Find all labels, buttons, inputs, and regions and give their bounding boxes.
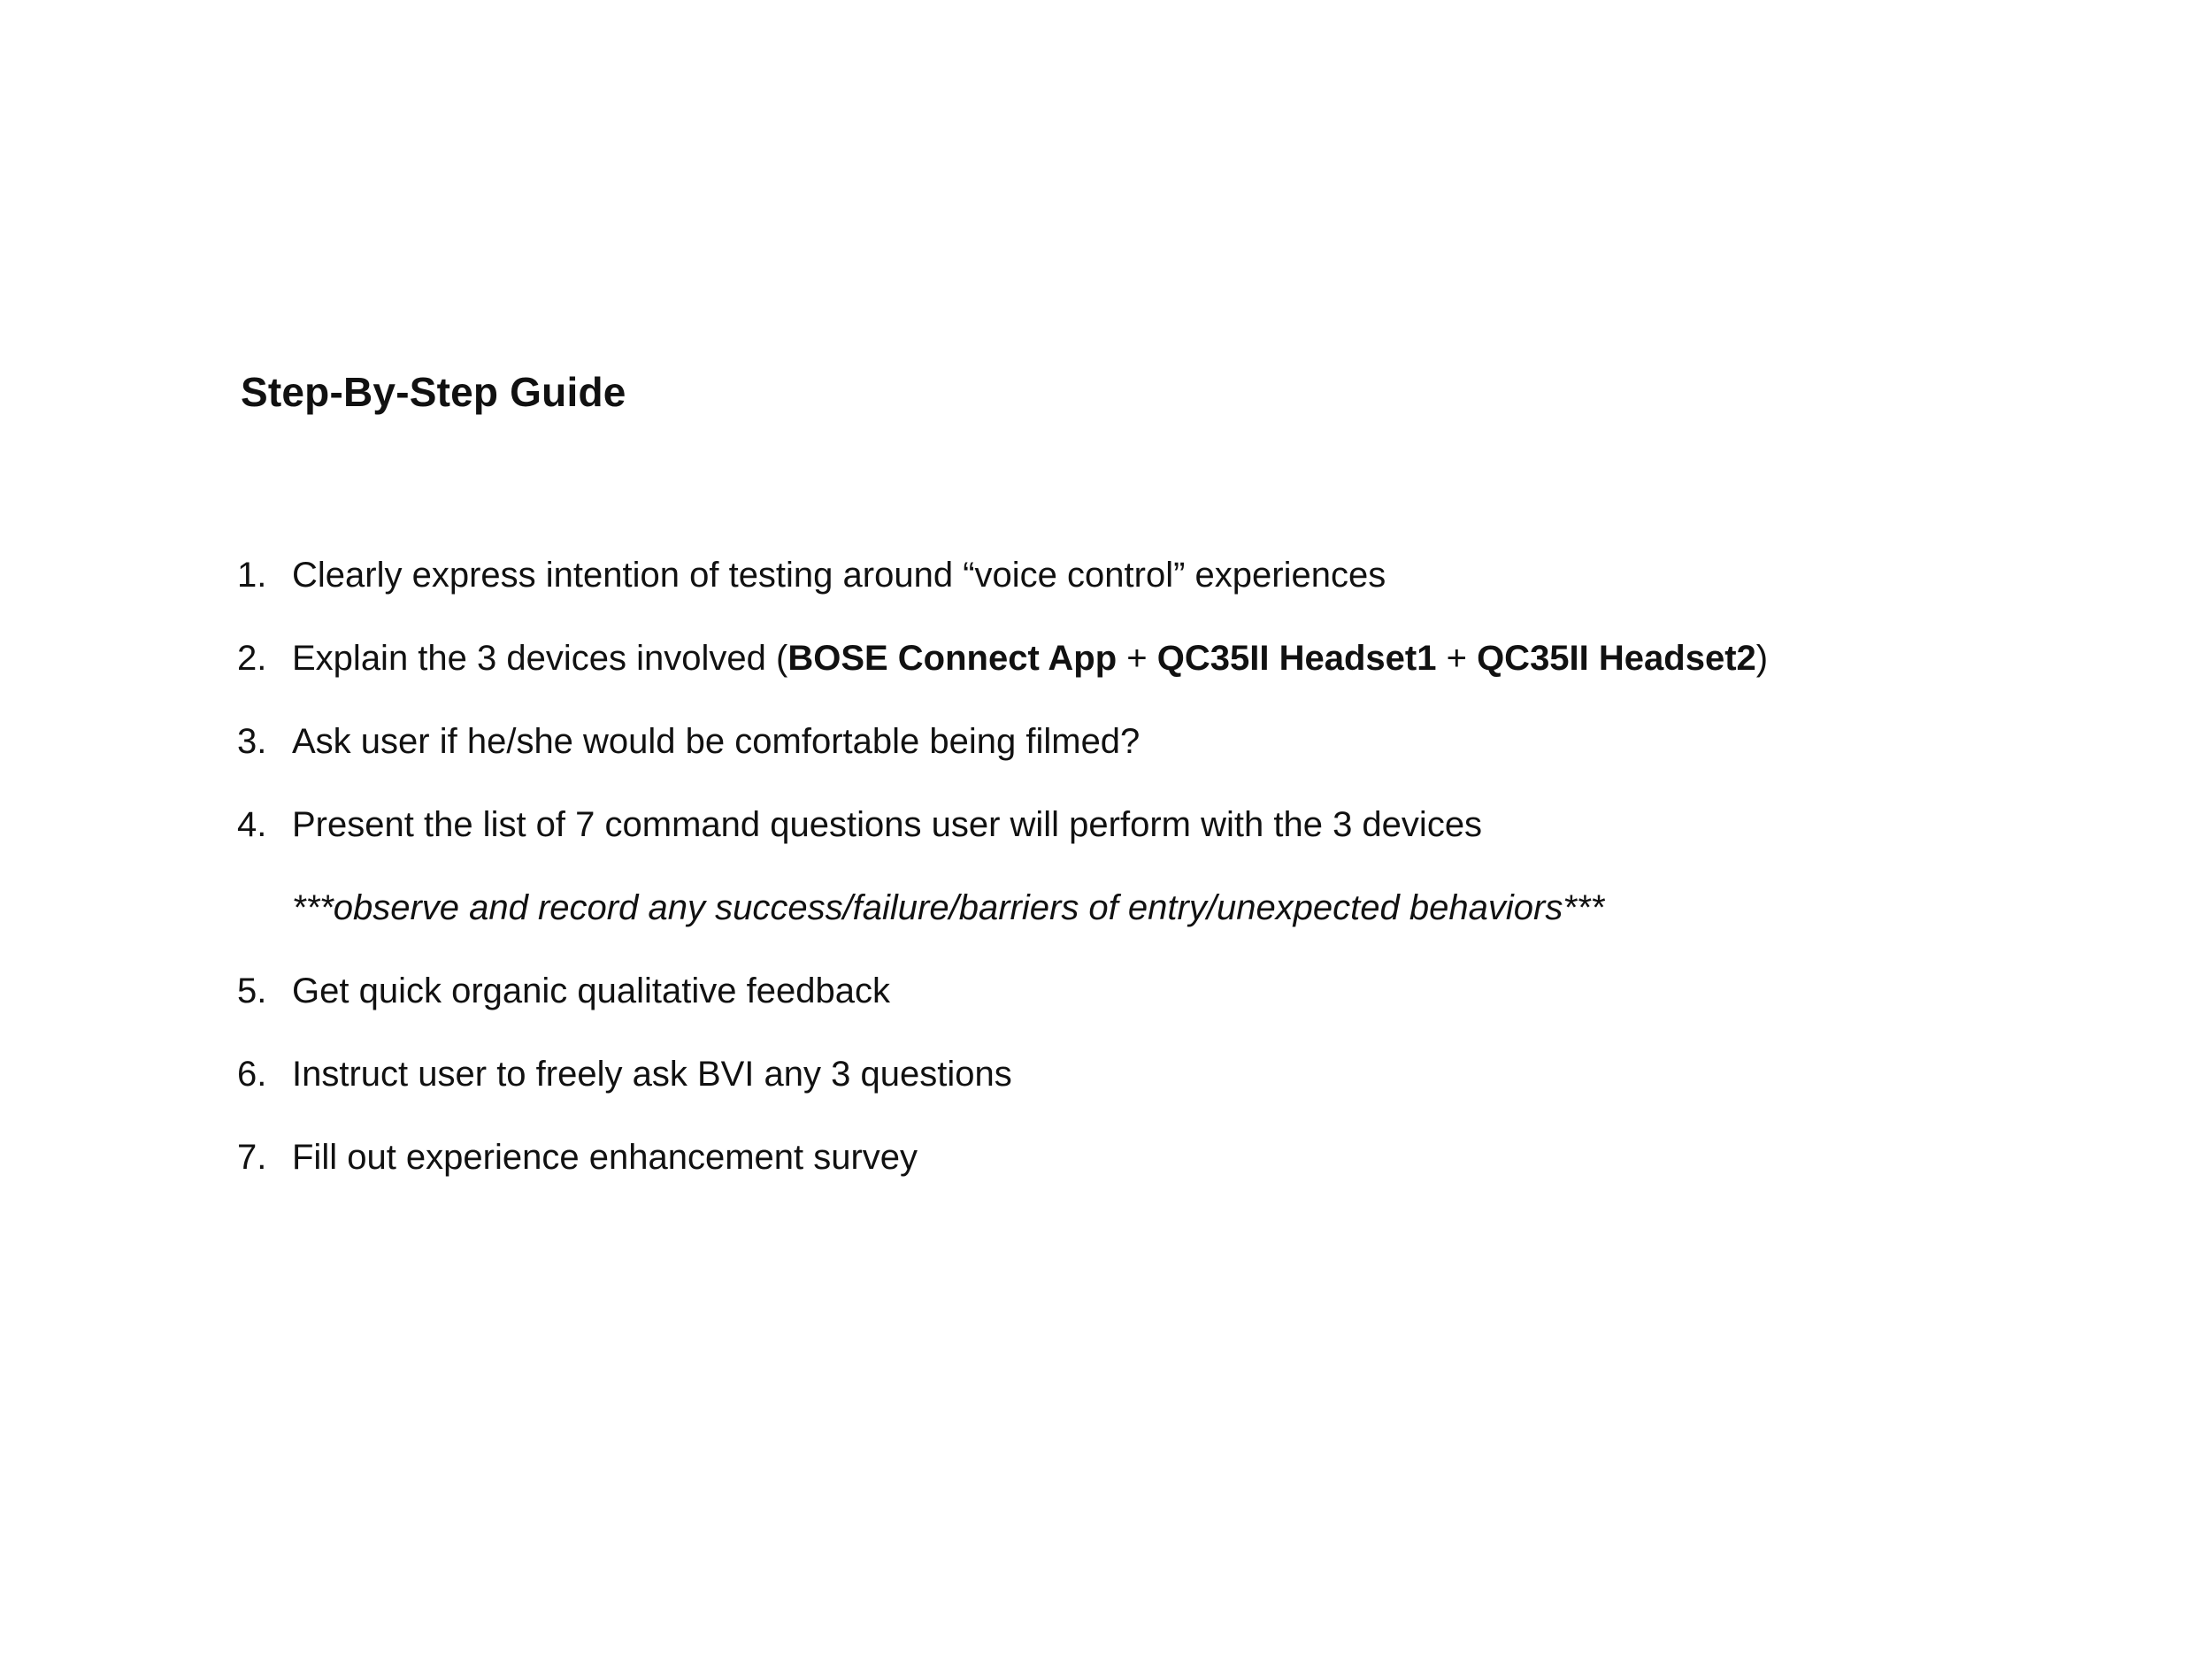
step-number: 3. [237,722,267,761]
note-prefix: *** [292,888,334,927]
step-number: 7. [237,1138,267,1177]
device-headset-1: QC35II Headset1 [1156,639,1437,678]
step-text: Clearly express intention of testing around “voice control” experiences [292,556,1386,595]
step-text: Get quick organic qualitative feedback [292,972,890,1010]
step-text [292,632,1768,685]
step-text: Ask user if he/she would be comfortable being filmed? [292,722,1141,761]
list-item-step-4 [237,798,2139,881]
list-item-step-5 [237,964,2139,1048]
list-item-step-1 [237,549,2139,632]
step-number: 4. [237,805,267,844]
list-item-step-3 [237,715,2139,798]
step-text-after: ) [1755,639,1769,678]
separator-plus: + [1436,639,1478,678]
step-text-before: Explain the 3 devices involved ( [292,639,788,678]
step-number: 5. [237,972,267,1010]
device-bose-connect-app: BOSE Connect App [787,639,1118,678]
page-title: Step-By-Step Guide [241,369,626,415]
step-list [237,549,2139,1214]
list-item-step-7 [237,1131,2139,1214]
note-suffix: *** [1563,888,1605,927]
step-number: 6. [237,1055,267,1094]
step-number: 1. [237,556,267,595]
list-item-step-6 [237,1048,2139,1131]
separator-plus: + [1117,639,1157,678]
step-text: Present the list of 7 command questions user will perform with the 3 devices [292,805,1483,844]
note-text [292,881,1604,934]
observation-note [237,881,2139,964]
step-text: Fill out experience enhancement survey [292,1138,918,1177]
list-item-step-2 [237,632,2139,715]
note-body: observe and record any success/failure/barriers of entry/unexpected behaviors [333,888,1563,927]
device-headset-2: QC35II Headset2 [1477,639,1756,678]
step-number: 2. [237,639,267,678]
step-text: Instruct user to freely ask BVI any 3 questions [292,1055,1012,1094]
